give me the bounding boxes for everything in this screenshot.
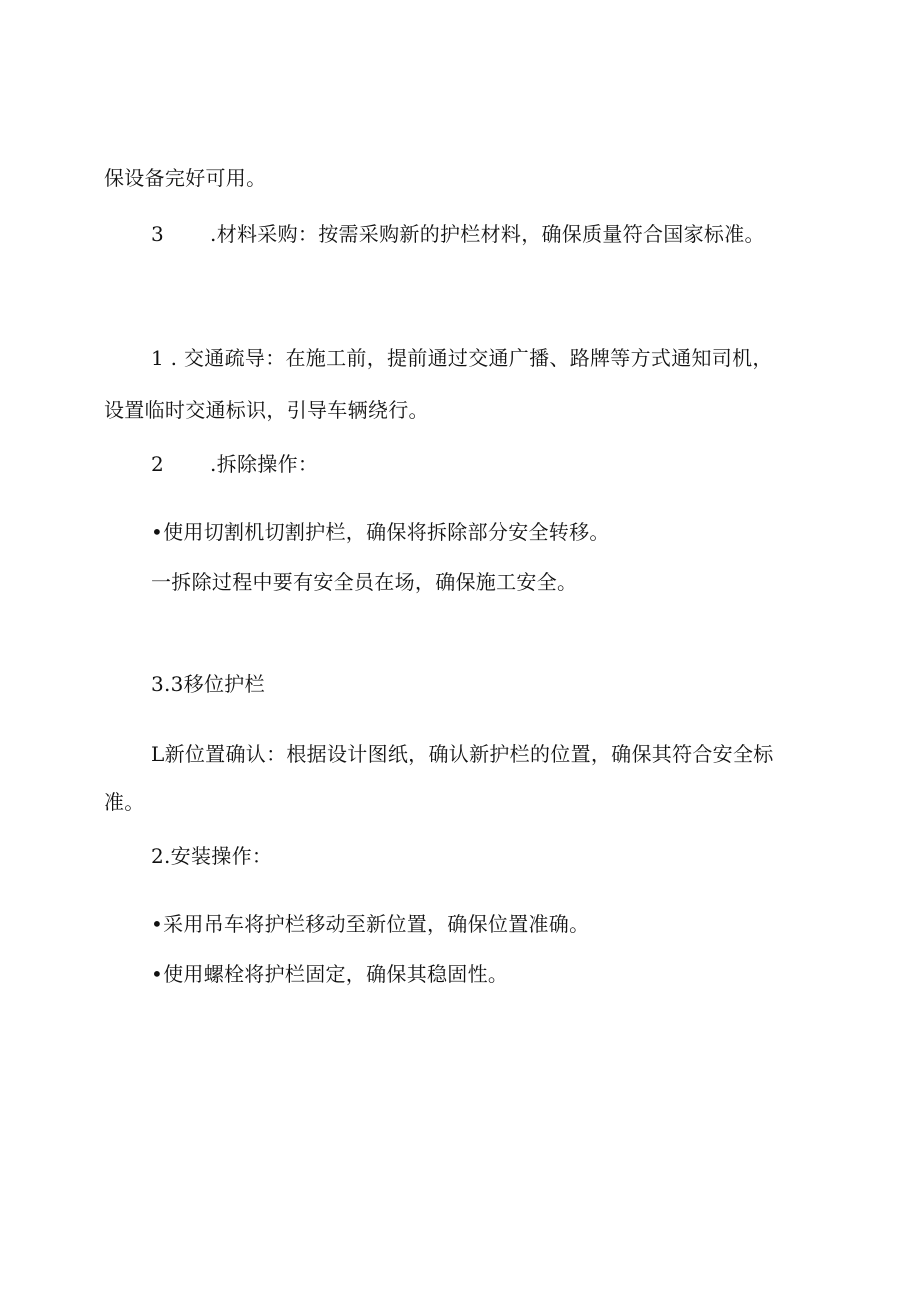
line-text: 2.安装操作：: [151, 844, 273, 868]
list-number: 2: [151, 452, 165, 476]
section-heading-3-3: [151, 670, 265, 698]
line-text: 一拆除过程中要有安全员在场，确保施工安全。: [151, 570, 578, 594]
list-item-installation: [151, 842, 272, 870]
list-item-traffic-continued: [104, 396, 429, 424]
line-text: 保设备完好可用。: [104, 166, 267, 190]
line-text: •使用螺栓将护栏固定，确保其稳固性。: [151, 962, 509, 986]
list-item-materials: [151, 220, 765, 248]
list-item-location-continued: [104, 788, 145, 816]
line-text: L新位置确认：根据设计图纸，确认新护栏的位置，确保其符合安全标: [151, 742, 774, 766]
list-item-demolition: [151, 450, 318, 478]
bullet-item-crane: [151, 910, 589, 938]
list-item-location: [151, 740, 774, 768]
section-title: 3.3移位护栏: [151, 672, 265, 696]
line-text: •采用吊车将护栏移动至新位置，确保位置准确。: [151, 912, 590, 936]
list-item-traffic: [151, 344, 773, 372]
line-text: .材料采购：按需采购新的护栏材料，确保质量符合国家标准。: [210, 222, 765, 246]
line-text: 1 . 交通疏导：在施工前，提前通过交通广播、路牌等方式通知司机，: [151, 346, 773, 370]
line-text: •使用切割机切割护栏，确保将拆除部分安全转移。: [151, 520, 610, 544]
paragraph-continuation: [104, 164, 266, 192]
line-text: .拆除操作：: [210, 452, 319, 476]
bullet-item-bolts: [151, 960, 508, 988]
line-text: 设置临时交通标识，引导车辆绕行。: [104, 398, 429, 422]
bullet-item-cutting: [151, 518, 610, 546]
line-text: 准。: [104, 790, 145, 814]
dash-item-safety-officer: [151, 568, 577, 596]
list-number: 3: [151, 222, 165, 246]
